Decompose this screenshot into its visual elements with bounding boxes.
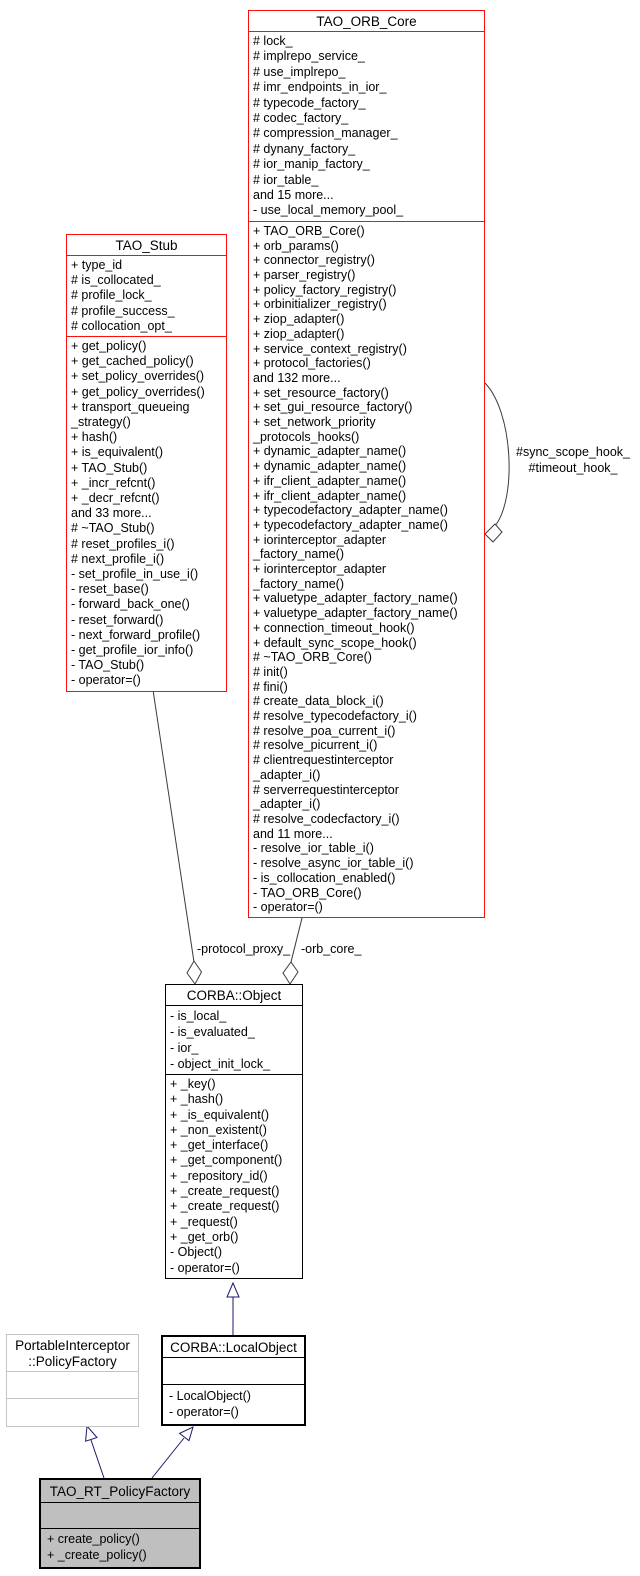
inheritance-edge-rt-policyfactory bbox=[86, 1426, 104, 1478]
hollow-triangle-icon bbox=[227, 1283, 239, 1297]
open-diamond-icon bbox=[283, 962, 298, 984]
member-line: - resolve_async_ior_table_i() bbox=[253, 856, 414, 871]
attributes-section bbox=[67, 256, 226, 337]
member-line: # next_profile_i() bbox=[71, 551, 165, 566]
member-line: - LocalObject() bbox=[169, 1389, 251, 1403]
class-title: TAO_RT_PolicyFactory bbox=[41, 1480, 199, 1503]
member-line: # serverrequestinterceptor bbox=[253, 782, 399, 797]
member-line: - is_evaluated_ bbox=[170, 1025, 255, 1039]
member-line: + iorinterceptor_adapter bbox=[253, 562, 387, 577]
member-line: # is_collocated_ bbox=[71, 273, 161, 288]
member-line: + parser_registry() bbox=[253, 267, 356, 282]
member-line: _factory_name() bbox=[253, 547, 345, 562]
member-line: - object_init_lock_ bbox=[170, 1057, 271, 1071]
member-line: + orbinitializer_registry() bbox=[253, 297, 387, 312]
methods-section bbox=[7, 1399, 138, 1426]
member-line: # codec_factory_ bbox=[253, 111, 349, 126]
member-line: # implrepo_service_ bbox=[253, 49, 365, 64]
member-line: + dynamic_adapter_name() bbox=[253, 459, 407, 474]
member-line: and 33 more... bbox=[71, 506, 152, 521]
member-line: + connector_registry() bbox=[253, 253, 375, 268]
member-line: + TAO_ORB_Core() bbox=[253, 223, 365, 238]
member-line: + service_context_registry() bbox=[253, 341, 407, 356]
member-line: + hash() bbox=[71, 430, 118, 445]
edge-label-orb-core: -orb_core_ bbox=[301, 942, 362, 956]
edge-label-protocol-proxy: -protocol_proxy_ bbox=[197, 942, 291, 956]
member-line: + create_policy() bbox=[47, 1532, 140, 1546]
member-line: # resolve_poa_current_i() bbox=[253, 723, 396, 738]
member-line: and 15 more... bbox=[253, 188, 334, 203]
aggregation-edge-protocol-proxy bbox=[153, 690, 202, 984]
member-line: # resolve_codecfactory_i() bbox=[253, 812, 400, 826]
member-line: + policy_factory_registry() bbox=[253, 282, 397, 297]
edge-label-line: #timeout_hook_ bbox=[528, 461, 618, 475]
member-line: # collocation_opt_ bbox=[71, 318, 172, 333]
member-line: - TAO_ORB_Core() bbox=[253, 885, 362, 900]
class-box-portableinterceptor-policyfactory[interactable] bbox=[6, 1334, 139, 1427]
member-line: + _key() bbox=[170, 1077, 216, 1091]
member-line: - Object() bbox=[170, 1245, 223, 1260]
hollow-triangle-icon bbox=[86, 1426, 97, 1441]
class-title: CORBA::Object bbox=[166, 985, 302, 1006]
edge-label-sync-scope-hook bbox=[506, 444, 640, 476]
member-line: - next_forward_profile() bbox=[71, 627, 201, 642]
member-line: + _non_existent() bbox=[170, 1122, 267, 1137]
member-line: # create_data_block_i() bbox=[253, 694, 384, 709]
member-line: _strategy() bbox=[71, 415, 131, 430]
member-line: + transport_queueing bbox=[71, 399, 190, 414]
member-line: # ior_table_ bbox=[253, 172, 319, 187]
member-line: - is_local_ bbox=[170, 1009, 227, 1023]
methods-section bbox=[166, 1075, 302, 1278]
member-line: - is_collocation_enabled() bbox=[253, 870, 396, 885]
member-line: + _request() bbox=[170, 1214, 238, 1229]
attributes-section bbox=[249, 32, 484, 222]
member-line: - TAO_Stub() bbox=[71, 658, 145, 673]
member-line: # init() bbox=[253, 664, 288, 679]
open-diamond-icon bbox=[485, 524, 502, 542]
member-line: _adapter_i() bbox=[253, 767, 321, 782]
hollow-triangle-icon bbox=[180, 1427, 193, 1441]
member-line: + ziop_adapter() bbox=[253, 326, 345, 341]
member-line: # use_implrepo_ bbox=[253, 64, 346, 79]
member-line: + dynamic_adapter_name() bbox=[253, 444, 407, 459]
member-line: + ifr_client_adapter_name() bbox=[253, 488, 407, 503]
member-line: # reset_profiles_i() bbox=[71, 536, 175, 551]
member-line: - reset_forward() bbox=[71, 612, 164, 627]
inheritance-edge-localobject-object bbox=[227, 1283, 239, 1335]
member-line: - operator=() bbox=[169, 1404, 239, 1419]
member-line: + set_policy_overrides() bbox=[71, 369, 205, 384]
member-line: + ziop_adapter() bbox=[253, 312, 345, 327]
member-line: + is_equivalent() bbox=[71, 445, 164, 460]
methods-section bbox=[67, 337, 226, 691]
member-line: # profile_lock_ bbox=[71, 288, 152, 303]
member-line: - set_profile_in_use_i() bbox=[71, 567, 199, 582]
member-line: # fini() bbox=[253, 679, 288, 694]
member-line: + set_gui_resource_factory() bbox=[253, 400, 413, 415]
member-line: # resolve_typecodefactory_i() bbox=[253, 709, 417, 724]
member-line: + _create_request() bbox=[170, 1199, 280, 1214]
methods-section bbox=[163, 1385, 304, 1424]
member-line: + _repository_id() bbox=[170, 1168, 268, 1183]
class-title: TAO_ORB_Core bbox=[249, 11, 484, 32]
member-line: + ifr_client_adapter_name() bbox=[253, 473, 407, 488]
member-line: - forward_back_one() bbox=[71, 597, 190, 612]
class-title: CORBA::LocalObject bbox=[163, 1337, 304, 1358]
member-line: # clientrequestinterceptor bbox=[253, 753, 394, 768]
methods-section bbox=[249, 222, 484, 917]
member-line: + _get_component() bbox=[170, 1153, 283, 1168]
member-line: + connection_timeout_hook() bbox=[253, 620, 415, 635]
methods-section bbox=[41, 1529, 199, 1567]
member-line: + valuetype_adapter_factory_name() bbox=[253, 606, 458, 621]
member-line: _adapter_i() bbox=[253, 797, 321, 812]
member-line: + typecodefactory_adapter_name() bbox=[253, 517, 448, 532]
member-line: + get_policy_overrides() bbox=[71, 384, 205, 399]
member-line: # lock_ bbox=[253, 34, 293, 48]
class-box-tao-stub[interactable] bbox=[66, 234, 227, 692]
member-line: # ior_manip_factory_ bbox=[253, 157, 370, 172]
member-line: + _create_request() bbox=[170, 1184, 280, 1199]
member-line: + get_cached_policy() bbox=[71, 354, 194, 369]
member-line: - operator=() bbox=[71, 673, 141, 688]
member-line: + _hash() bbox=[170, 1092, 224, 1107]
member-line: # profile_success_ bbox=[71, 303, 175, 318]
member-line: _protocols_hooks() bbox=[253, 429, 360, 444]
class-box-corba-localobject[interactable] bbox=[161, 1335, 306, 1426]
member-line: # typecode_factory_ bbox=[253, 95, 366, 110]
attributes-section bbox=[166, 1006, 302, 1075]
member-line: + _incr_refcnt() bbox=[71, 475, 156, 490]
class-box-tao-rt-policyfactory[interactable] bbox=[39, 1478, 201, 1569]
class-title bbox=[7, 1335, 138, 1372]
member-line: + set_resource_factory() bbox=[253, 385, 389, 400]
member-line: - operator=() bbox=[253, 900, 323, 915]
member-line: _factory_name() bbox=[253, 576, 345, 591]
attributes-section bbox=[41, 1503, 199, 1529]
member-line: # imr_endpoints_in_ior_ bbox=[253, 80, 387, 95]
member-line: + valuetype_adapter_factory_name() bbox=[253, 591, 458, 606]
member-line: + protocol_factories() bbox=[253, 356, 371, 371]
member-line: + orb_params() bbox=[253, 238, 339, 253]
attributes-section bbox=[7, 1372, 138, 1399]
member-line: - ior_ bbox=[170, 1041, 199, 1055]
member-line: # compression_manager_ bbox=[253, 126, 398, 141]
member-line: and 132 more... bbox=[253, 370, 341, 385]
edge-label-line: #sync_scope_hook_ bbox=[516, 445, 630, 459]
member-line: + TAO_Stub() bbox=[71, 460, 148, 475]
member-line: PortableInterceptor bbox=[15, 1338, 130, 1353]
member-line: # ~TAO_ORB_Core() bbox=[253, 650, 372, 665]
member-line: + _is_equivalent() bbox=[170, 1107, 270, 1122]
member-line: + _get_interface() bbox=[170, 1138, 269, 1153]
class-title: TAO_Stub bbox=[67, 235, 226, 256]
member-line: # resolve_picurrent_i() bbox=[253, 738, 378, 753]
member-line: - get_profile_ior_info() bbox=[71, 643, 194, 658]
member-line: + type_id bbox=[71, 258, 123, 272]
member-line: - reset_base() bbox=[71, 582, 149, 597]
member-line: + default_sync_scope_hook() bbox=[253, 635, 417, 650]
attributes-section bbox=[163, 1358, 304, 1385]
member-line: - use_local_memory_pool_ bbox=[253, 203, 404, 218]
member-line: + _decr_refcnt() bbox=[71, 491, 160, 506]
member-line: + iorinterceptor_adapter bbox=[253, 532, 387, 547]
member-line: + typecodefactory_adapter_name() bbox=[253, 503, 448, 518]
open-diamond-icon bbox=[187, 961, 202, 984]
member-line: - resolve_ior_table_i() bbox=[253, 841, 374, 856]
member-line: - operator=() bbox=[170, 1260, 240, 1275]
member-line: # ~TAO_Stub() bbox=[71, 521, 155, 536]
member-line: + _get_orb() bbox=[170, 1229, 239, 1244]
inheritance-edge-rt-localobject bbox=[152, 1427, 193, 1478]
member-line: + set_network_priority bbox=[253, 415, 376, 430]
member-line: + _create_policy() bbox=[47, 1547, 147, 1562]
member-line: and 11 more... bbox=[253, 826, 333, 841]
class-box-corba-object[interactable] bbox=[165, 984, 303, 1279]
member-line: # dynany_factory_ bbox=[253, 141, 356, 156]
member-line: + get_policy() bbox=[71, 339, 147, 354]
member-line: ::PolicyFactory bbox=[28, 1353, 117, 1369]
class-box-tao-orb-core[interactable] bbox=[248, 10, 485, 918]
